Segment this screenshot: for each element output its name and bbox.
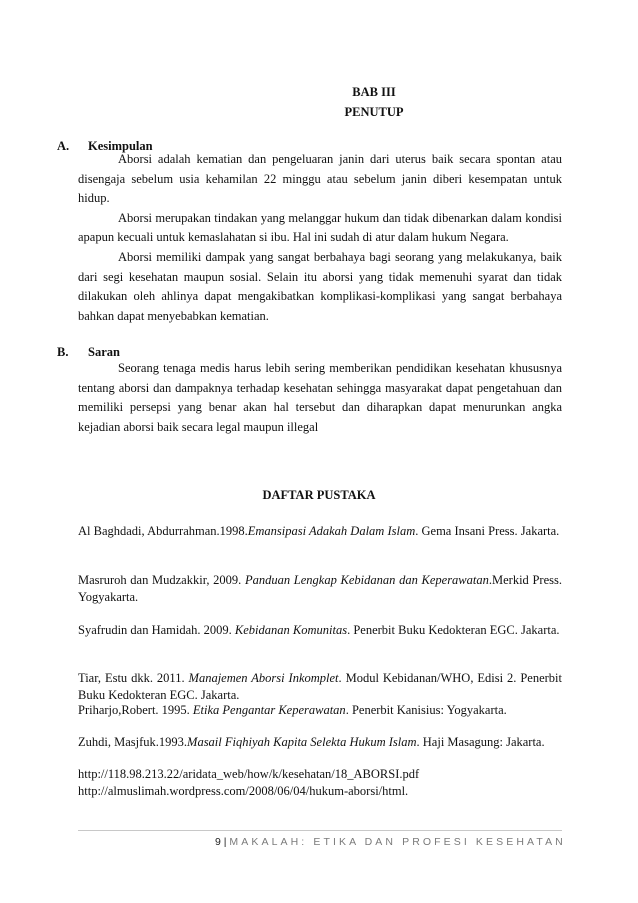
reference-link[interactable]: http://almuslimah.wordpress.com/2008/06/04/hukum-aborsi/html. (78, 783, 409, 798)
bibliography-title: DAFTAR PUSTAKA (262, 488, 376, 502)
reference-entry: Al Baghdadi, Abdurrahman.1998.Emansipasi Adakah Dalam Islam. Gema Insani Press. Jakarta. (78, 524, 560, 538)
footer-title: MAKALAH: ETIKA DAN PROFESI KESEHATAN (229, 836, 566, 848)
reference-title: Manajemen Aborsi Inkomplet (188, 671, 339, 685)
reference-entry: Priharjo,Robert. 1995. Etika Pengantar Keperawatan. Penerbit Kanisius: Yogyakarta. (78, 703, 507, 717)
chapter-title: PENUTUP (344, 105, 404, 119)
chapter-label: BAB III (352, 85, 396, 99)
section-heading-saran (57, 345, 120, 360)
footer-divider (78, 830, 562, 831)
section-title: Kesimpulan (88, 139, 153, 153)
reference-title: Emansipasi Adakah Dalam Islam (247, 524, 416, 538)
section-letter: A. (57, 139, 70, 153)
reference-entry: Syafrudin dan Hamidah. 2009. Kebidanan Komunitas. Penerbit Buku Kedokteran EGC. Jakarta. (78, 623, 560, 637)
paragraph: Aborsi merupakan tindakan yang melanggar hukum dan tidak dibenarkan dalam kondisi apapun kecuali untuk kemaslahatan si ibu. Hal ini sudah di atur dalam hukum Negara. (78, 210, 562, 245)
saran-body (78, 359, 562, 437)
paragraph: Seorang tenaga medis harus lebih sering memberikan pendidikan kesehatan khususnya tentang aborsi dan dampaknya terhadap kesehatan sehingga masyarakat dapat pengetahuan dan memiliki persepsi yang benar akan hal tersebut dan diharapkan dapat menurunkan angka kejadian aborsi baik secara legal maupun illegal (78, 361, 562, 434)
reference-title: Masail Fiqhiyah Kapita Selekta Hukum Islam (187, 735, 417, 749)
page-number: 9 (215, 836, 221, 848)
reference-entry: Tiar, Estu dkk. 2011. Manajemen Aborsi Inkomplet. Modul Kebidanan/WHO, Edisi 2. Penerbit Buku Kedokteran EGC. Jakarta. (78, 671, 562, 702)
reference-links (78, 766, 562, 799)
section-title: Saran (88, 345, 120, 359)
page-footer (215, 836, 635, 848)
reference-title: Etika Pengantar Keperawatan (192, 703, 346, 717)
reference-title: Kebidanan Komunitas (234, 623, 348, 637)
reference-entry: Zuhdi, Masjfuk.1993.Masail Fiqhiyah Kapita Selekta Hukum Islam. Haji Masagung: Jakarta. (78, 735, 545, 749)
kesimpulan-body (78, 150, 562, 326)
footer-separator: | (223, 836, 227, 848)
reference-entry: Masruroh dan Mudzakkir, 2009. Panduan Lengkap Kebidanan dan Keperawatan.Merkid Press. Yogyakarta. (78, 573, 562, 604)
section-letter: B. (57, 345, 69, 359)
paragraph: Aborsi memiliki dampak yang sangat berbahaya bagi seorang yang melakukanya, baik dari segi kesehatan maupun sosial. Selain itu aborsi yang tidak memenuhi syarat dan tidak dilakukan oleh ahlinya dapat mengakibatkan komplikasi-komplikasi yang sangat berbahaya bahkan dapat menyebabkan kematian. (78, 249, 562, 323)
reference-title: Panduan Lengkap Kebidanan dan Keperawatan (244, 573, 489, 587)
reference-link[interactable]: http://118.98.213.22/aridata_web/how/k/kesehatan/18_ABORSI.pdf (78, 767, 420, 781)
chapter-heading (0, 82, 638, 122)
paragraph: Aborsi adalah kematian dan pengeluaran janin dari uterus baik secara spontan atau disengaja sebelum usia kehamilan 22 minggu atau sebelum janin diberi kesempatan untuk hidup. (78, 152, 562, 206)
